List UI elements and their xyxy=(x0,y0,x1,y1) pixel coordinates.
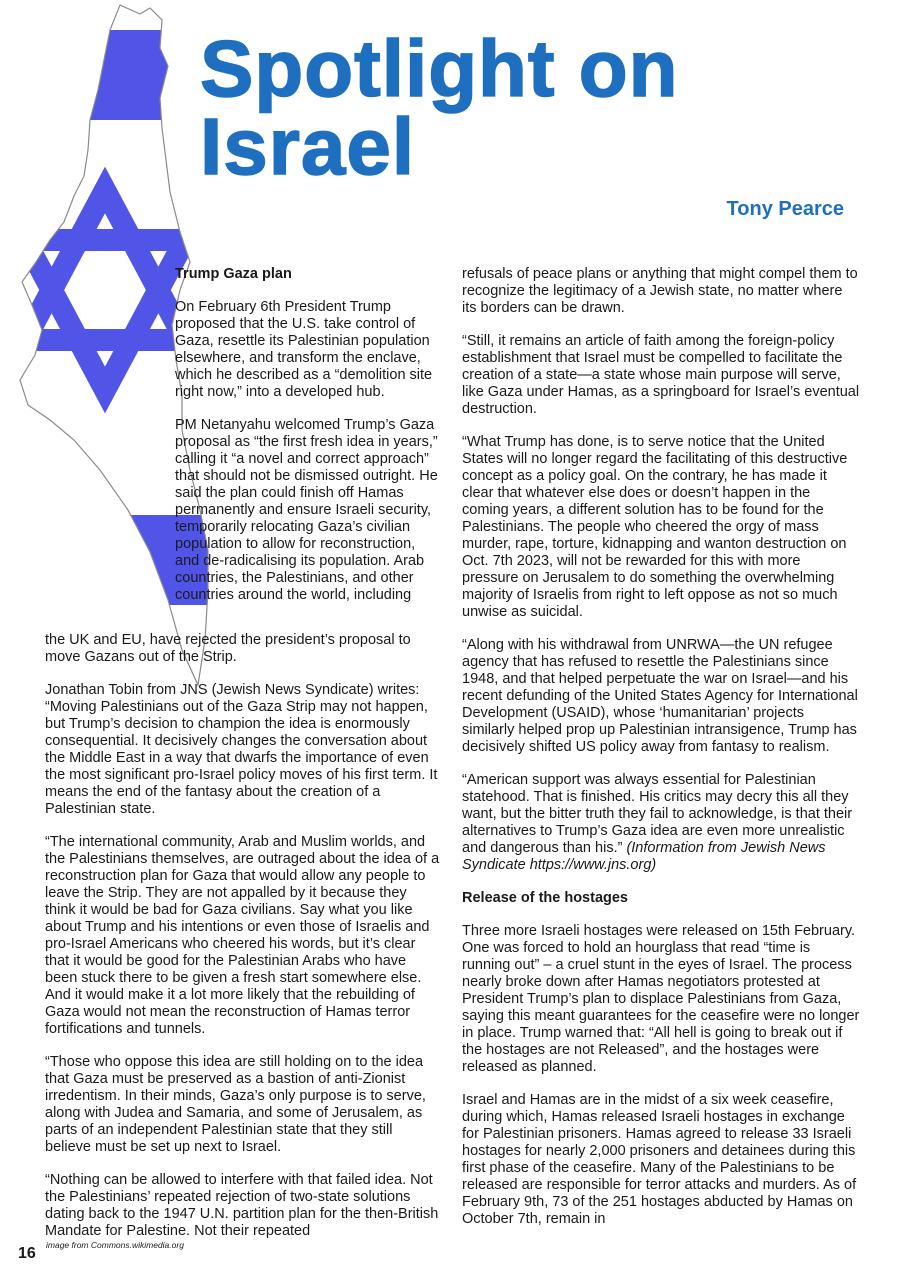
paragraph: “Along with his withdrawal from UNRWA—the UN refugee agency that has refused to resettle the Palestinians since 1948, and that helped perpetuate the war on Israel—and his recent defunding of the United States Agency for International Development (USAID), whose ‘humanitarian’ projects similarly helped prop up Palestinian intransigence, Trump has decisively shifted US policy away from fantasy to realism. xyxy=(462,637,858,755)
paragraph: “The international community, Arab and Muslim worlds, and the Palestinians themselves, are outraged about the idea of a reconstruction plan for Gaza that would allow any people to leave the Strip. They are not appalled by it because they think it would be bad for Gaza civilians. Say what you like about Trump and his intentions or even those of Israelis and pro-Israel Americans who cheered his words, but it’s clear that it would be good for the Palestinian Arabs who have been stuck there to be given a fresh start somewhere else. And it would make it a lot more likely that the rebuilding of Gaza would not mean the reconstruction of Hamas terror fortifications and tunnels. xyxy=(45,834,440,1037)
paragraph: “What Trump has done, is to serve notice that the United States will no longer regard the facilitating of this destructive concept as a policy goal. On the contrary, he has made it clear that whatever else does or doesn’t happen in the coming years, a different solution has to be found for the Palestinians. The people who cheered the orgy of mass murder, rape, torture, kidnapping and wanton destruction on Oct. 7th 2023, will not be rewarded for this with more pressure on Jerusalem to do something the overwhelming majority of Israelis from right to left oppose as not so much unwise as suicidal. xyxy=(462,434,848,620)
paragraph: PM Netanyahu welcomed Trump’s Gaza proposal as “the first fresh idea in years,” calling it “a novel and correct approach” that should not be dismissed outright. He said the plan could finish off Hamas permanently and ensure Israeli security, temporarily relocating Gaza’s civilian population to allow for reconstruction, and de-radicalising its population. Arab countries, the Palestinians, and other countries around the world, including xyxy=(175,417,438,603)
page-title xyxy=(200,24,679,191)
section-heading-hostages: Release of the hostages xyxy=(462,890,628,906)
paragraph xyxy=(462,772,860,874)
title-line-2: Israel xyxy=(200,102,416,191)
paragraph: On February 6th President Trump proposed that the U.S. take control of Gaza, resettle its Palestinian population elsewhere, and transform the enclave, which he described as a “demolition site right now,” into a developed hub. xyxy=(175,299,433,400)
intro-column xyxy=(175,266,443,620)
image-credit: image from Commons.wikimedia.org xyxy=(46,1240,184,1250)
quote-text: “American support was always essential for Palestinian statehood. That is finished. His critics may decry this all they want, but the bitter truth they fail to acknowledge, is that their alternatives to Trump’s Gaza idea are even more unrealistic and dangerous than his.” xyxy=(462,772,853,856)
paragraph: “Still, it remains an article of faith among the foreign-policy establishment that Israel must be compelled to facilitate the creation of a state—a state whose main purpose will serve, like Gaza under Hamas, as a springboard for Israel’s eventual destruction. xyxy=(462,333,860,417)
left-column xyxy=(45,632,441,1256)
paragraph: Three more Israeli hostages were released on 15th February. One was forced to hold an hourglass that read “time is running out” – a cruel stunt in the eyes of Israel. The process nearly broke down after Hamas negotiators protested at President Trump’s plan to displace Palestinians from Gaza, saying this meant guarantees for the ceasefire were no longer in place. Trump warned that: “All hell is going to break out if the hostages are not Released”, and the hostages were released as planned. xyxy=(462,923,860,1075)
paragraph: the UK and EU, have rejected the president’s proposal to move Gazans out of the Strip. xyxy=(45,632,411,665)
section-heading-gaza-plan: Trump Gaza plan xyxy=(175,266,292,282)
source-citation: (Information from Jewish News Syndicate https://www.jns.org) xyxy=(462,840,826,873)
page-number: 16 xyxy=(18,1245,36,1262)
paragraph: Israel and Hamas are in the midst of a six week ceasefire, during which, Hamas released Israeli hostages in exchange for Palestinian prisoners. Hamas agreed to release 33 Israeli hostages for nearly 2,000 prisoners and detainees during this first phase of the ceasefire. Many of the Palestinians to be released are responsible for terror attacks and murders. As of February 9th, 73 of the 251 hostages abducted by Hamas on October 7th, remain in xyxy=(462,1092,857,1227)
paragraph: refusals of peace plans or anything that might compel them to recognize the legitimacy of a Jewish state, no matter where its borders can be drawn. xyxy=(462,266,858,316)
paragraph: “Nothing can be allowed to interfere with that failed idea. Not the Palestinians’ repeated rejection of two-state solutions dating back to the 1947 U.N. partition plan for the then-British Mandate for Palestine. Not their repeated xyxy=(45,1172,439,1239)
paragraph: “Those who oppose this idea are still holding on to the idea that Gaza must be preserved as a bastion of anti-Zionist irredentism. In their minds, Gaza’s only purpose is to serve, along with Judea and Samaria, and some of Jerusalem, as parts of an independent Palestinian state that they still believe must be set up next to Israel. xyxy=(45,1054,426,1155)
author-name: Tony Pearce xyxy=(726,198,844,220)
paragraph: Jonathan Tobin from JNS (Jewish News Syndicate) writes: “Moving Palestinians out of the Gaza Strip may not happen, but Trump’s decision to champion the idea is enormously consequential. It decisively changes the conversation about the Middle East in a way that dwarfs the importance of even the most significant pro-Israel policy moves of his first term. It means the end of the fantasy about the creation of a Palestinian state. xyxy=(45,682,438,817)
title-line-1: Spotlight on xyxy=(200,24,679,113)
right-column xyxy=(462,266,860,1244)
